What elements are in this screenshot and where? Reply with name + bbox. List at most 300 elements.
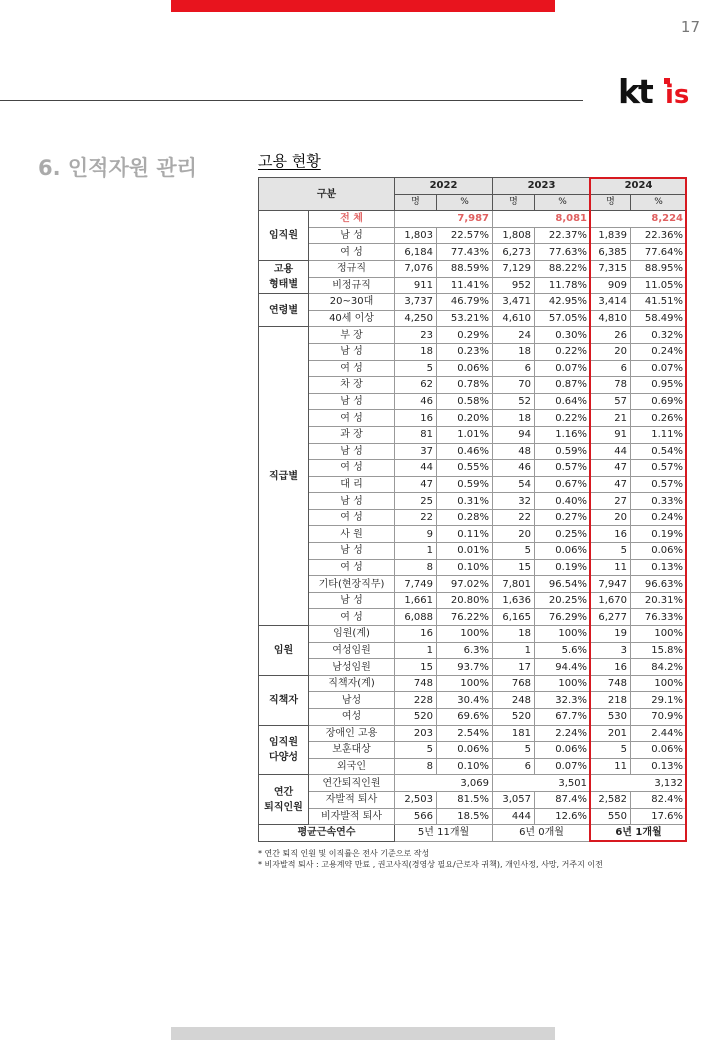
average-tenure-label: 평균근속연수 — [259, 825, 395, 842]
cell-count: 1,808 — [493, 227, 535, 244]
cell-count: 748 — [395, 675, 437, 692]
footnote: * 비자발적 퇴사 : 고용계약 만료 , 권고사직(경영상 필요/근로자 귀책), 개인사정, 사망, 거주지 이전 — [258, 860, 603, 869]
cell-percent: 0.33% — [631, 493, 687, 510]
cell-count: 6,273 — [493, 244, 535, 261]
table-row — [259, 526, 687, 543]
cell-percent: 0.57% — [631, 476, 687, 493]
cell-percent: 0.19% — [535, 559, 591, 576]
cell-count: 1,803 — [395, 227, 437, 244]
row-category: 고용 형태별 — [259, 260, 309, 293]
cell-percent: 0.29% — [437, 327, 493, 344]
cell-percent: 88.22% — [535, 260, 591, 277]
cell-count: 201 — [591, 725, 631, 742]
cell-count: 1,636 — [493, 592, 535, 609]
cell-count: 81 — [395, 426, 437, 443]
cell-percent: 46.79% — [437, 294, 493, 311]
cell-count: 8 — [395, 559, 437, 576]
cell-count: 22 — [493, 509, 535, 526]
header-category: 구분 — [259, 178, 395, 211]
page-number: 17 — [680, 18, 700, 36]
cell-count: 16 — [395, 410, 437, 427]
cell-count: 6 — [591, 360, 631, 377]
table-row — [259, 642, 687, 659]
average-tenure-value: 6년 1개월 — [591, 825, 687, 842]
cell-percent: 0.31% — [437, 493, 493, 510]
cell-percent: 69.6% — [437, 709, 493, 726]
cell-count: 2,582 — [591, 791, 631, 808]
header-year-2022: 2022 — [395, 178, 493, 195]
table-row — [259, 543, 687, 560]
cell-percent: 97.02% — [437, 576, 493, 593]
row-label: 40세 이상 — [309, 310, 395, 327]
cell-count: 6,385 — [591, 244, 631, 261]
row-label: 여 성 — [309, 410, 395, 427]
cell-count: 768 — [493, 675, 535, 692]
cell-percent: 6.3% — [437, 642, 493, 659]
row-category: 연간 퇴직인원 — [259, 775, 309, 825]
row-label: 남 성 — [309, 227, 395, 244]
cell-percent: 0.06% — [631, 543, 687, 560]
cell-count: 19 — [591, 626, 631, 643]
cell-percent: 1.11% — [631, 426, 687, 443]
row-label: 임원(계) — [309, 626, 395, 643]
cell-percent: 87.4% — [535, 791, 591, 808]
cell-count: 6 — [493, 758, 535, 775]
cell-percent: 0.58% — [437, 393, 493, 410]
cell-percent: 0.25% — [535, 526, 591, 543]
cell-percent: 0.59% — [437, 476, 493, 493]
cell-percent: 30.4% — [437, 692, 493, 709]
cell-percent: 100% — [437, 626, 493, 643]
cell-percent: 20.31% — [631, 592, 687, 609]
table-row — [259, 393, 687, 410]
cell-count: 228 — [395, 692, 437, 709]
row-label: 남 성 — [309, 592, 395, 609]
cell-count: 6,088 — [395, 609, 437, 626]
cell-count: 6,184 — [395, 244, 437, 261]
employment-table — [258, 177, 687, 842]
cell-count: 20 — [591, 509, 631, 526]
cell-count: 4,610 — [493, 310, 535, 327]
header-year-2024: 2024 — [591, 178, 687, 195]
header-count: 명 — [395, 194, 437, 211]
table-title: 고용 현황 — [258, 152, 321, 170]
cell-count: 7,315 — [591, 260, 631, 277]
cell-count: 7,947 — [591, 576, 631, 593]
cell-count: 47 — [591, 476, 631, 493]
cell-count: 4,250 — [395, 310, 437, 327]
cell-count: 46 — [493, 460, 535, 477]
cell-count: 26 — [591, 327, 631, 344]
cell-percent: 0.06% — [631, 742, 687, 759]
cell-count: 52 — [493, 393, 535, 410]
cell-count: 16 — [591, 659, 631, 676]
cell-count: 911 — [395, 277, 437, 294]
cell-count: 22 — [395, 509, 437, 526]
table-row — [259, 675, 687, 692]
cell-count: 32 — [493, 493, 535, 510]
table-row — [259, 791, 687, 808]
header-year-2023: 2023 — [493, 178, 591, 195]
row-label: 여 성 — [309, 360, 395, 377]
cell-percent: 76.33% — [631, 609, 687, 626]
table-row — [259, 377, 687, 394]
cell-percent: 57.05% — [535, 310, 591, 327]
cell-percent: 0.01% — [437, 543, 493, 560]
cell-percent: 84.2% — [631, 659, 687, 676]
cell-count: 7,801 — [493, 576, 535, 593]
logo-is-text: is — [665, 80, 690, 110]
row-label: 20~30대 — [309, 294, 395, 311]
cell-percent: 100% — [631, 626, 687, 643]
table-row — [259, 310, 687, 327]
table-row — [259, 758, 687, 775]
cell-count: 1 — [395, 642, 437, 659]
cell-percent: 77.64% — [631, 244, 687, 261]
table-row — [259, 576, 687, 593]
cell-percent: 0.40% — [535, 493, 591, 510]
row-label: 과 장 — [309, 426, 395, 443]
cell-count: 1,839 — [591, 227, 631, 244]
cell-count: 47 — [591, 460, 631, 477]
row-label: 여 성 — [309, 244, 395, 261]
row-label: 정규직 — [309, 260, 395, 277]
cell-percent: 0.64% — [535, 393, 591, 410]
cell-percent: 0.57% — [631, 460, 687, 477]
cell-count: 48 — [493, 443, 535, 460]
cell-count: 46 — [395, 393, 437, 410]
cell-percent: 2.54% — [437, 725, 493, 742]
table-row — [259, 294, 687, 311]
table-row — [259, 808, 687, 825]
table-row — [259, 592, 687, 609]
cell-count: 3,414 — [591, 294, 631, 311]
bottom-bar — [171, 1027, 555, 1040]
cell-total: 3,132 — [591, 775, 687, 792]
cell-percent: 12.6% — [535, 808, 591, 825]
cell-count: 11 — [591, 758, 631, 775]
cell-percent: 29.1% — [631, 692, 687, 709]
cell-percent: 76.22% — [437, 609, 493, 626]
cell-count: 5 — [395, 742, 437, 759]
cell-count: 18 — [493, 626, 535, 643]
cell-percent: 0.10% — [437, 758, 493, 775]
cell-count: 520 — [395, 709, 437, 726]
cell-count: 3,737 — [395, 294, 437, 311]
cell-count: 27 — [591, 493, 631, 510]
cell-count: 21 — [591, 410, 631, 427]
cell-count: 54 — [493, 476, 535, 493]
cell-percent: 17.6% — [631, 808, 687, 825]
cell-count: 550 — [591, 808, 631, 825]
row-label: 여 성 — [309, 559, 395, 576]
cell-percent: 41.51% — [631, 294, 687, 311]
cell-count: 20 — [493, 526, 535, 543]
row-label: 여 성 — [309, 509, 395, 526]
cell-percent: 0.20% — [437, 410, 493, 427]
table-row — [259, 775, 687, 792]
cell-percent: 0.57% — [535, 460, 591, 477]
header-pct: % — [437, 194, 493, 211]
cell-count: 44 — [395, 460, 437, 477]
cell-count: 520 — [493, 709, 535, 726]
cell-percent: 58.49% — [631, 310, 687, 327]
table-row — [259, 277, 687, 294]
cell-count: 70 — [493, 377, 535, 394]
cell-percent: 11.41% — [437, 277, 493, 294]
cell-percent: 0.23% — [437, 343, 493, 360]
cell-count: 91 — [591, 426, 631, 443]
row-label: 외국인 — [309, 758, 395, 775]
cell-percent: 0.06% — [437, 360, 493, 377]
cell-count: 24 — [493, 327, 535, 344]
cell-percent: 22.37% — [535, 227, 591, 244]
cell-count: 18 — [493, 343, 535, 360]
table-row — [259, 476, 687, 493]
table-row — [259, 709, 687, 726]
cell-percent: 0.13% — [631, 559, 687, 576]
cell-total: 7,987 — [395, 211, 493, 228]
cell-count: 16 — [395, 626, 437, 643]
table-row — [259, 460, 687, 477]
row-category: 임직원 — [259, 211, 309, 261]
row-category: 연령별 — [259, 294, 309, 327]
cell-count: 909 — [591, 277, 631, 294]
table-row — [259, 343, 687, 360]
row-label: 남성임원 — [309, 659, 395, 676]
cell-count: 2,503 — [395, 791, 437, 808]
header-count: 명 — [591, 194, 631, 211]
cell-percent: 11.05% — [631, 277, 687, 294]
cell-count: 566 — [395, 808, 437, 825]
cell-count: 20 — [591, 343, 631, 360]
table-body — [259, 211, 687, 842]
cell-total: 8,081 — [493, 211, 591, 228]
cell-percent: 0.13% — [631, 758, 687, 775]
cell-percent: 0.24% — [631, 343, 687, 360]
cell-percent: 0.19% — [631, 526, 687, 543]
cell-count: 57 — [591, 393, 631, 410]
row-label: 여 성 — [309, 609, 395, 626]
cell-count: 6 — [493, 360, 535, 377]
cell-percent: 0.06% — [437, 742, 493, 759]
row-label: 여 성 — [309, 460, 395, 477]
cell-count: 3,471 — [493, 294, 535, 311]
row-label: 기타(현장직무) — [309, 576, 395, 593]
cell-percent: 70.9% — [631, 709, 687, 726]
row-label: 남 성 — [309, 493, 395, 510]
cell-count: 748 — [591, 675, 631, 692]
table-row — [259, 360, 687, 377]
cell-count: 44 — [591, 443, 631, 460]
cell-percent: 100% — [535, 675, 591, 692]
row-label: 직책자(계) — [309, 675, 395, 692]
row-label: 여성 — [309, 709, 395, 726]
cell-count: 25 — [395, 493, 437, 510]
cell-count: 7,129 — [493, 260, 535, 277]
cell-total: 3,501 — [493, 775, 591, 792]
table-row — [259, 426, 687, 443]
cell-count: 62 — [395, 377, 437, 394]
cell-percent: 0.59% — [535, 443, 591, 460]
cell-percent: 1.16% — [535, 426, 591, 443]
row-label: 남 성 — [309, 443, 395, 460]
cell-percent: 77.63% — [535, 244, 591, 261]
cell-percent: 0.30% — [535, 327, 591, 344]
cell-percent: 0.54% — [631, 443, 687, 460]
cell-count: 17 — [493, 659, 535, 676]
row-label: 남 성 — [309, 393, 395, 410]
cell-percent: 11.78% — [535, 277, 591, 294]
cell-percent: 15.8% — [631, 642, 687, 659]
average-tenure-value: 6년 0개월 — [493, 825, 591, 842]
cell-count: 181 — [493, 725, 535, 742]
table-row — [259, 244, 687, 261]
cell-percent: 76.29% — [535, 609, 591, 626]
cell-percent: 0.28% — [437, 509, 493, 526]
cell-percent: 0.26% — [631, 410, 687, 427]
cell-percent: 94.4% — [535, 659, 591, 676]
header-rule — [0, 100, 583, 101]
cell-count: 530 — [591, 709, 631, 726]
cell-percent: 0.55% — [437, 460, 493, 477]
cell-percent: 5.6% — [535, 642, 591, 659]
cell-count: 7,076 — [395, 260, 437, 277]
cell-count: 6,165 — [493, 609, 535, 626]
cell-percent: 0.10% — [437, 559, 493, 576]
cell-count: 15 — [395, 659, 437, 676]
cell-percent: 0.24% — [631, 509, 687, 526]
row-category: 직책자 — [259, 675, 309, 725]
cell-percent: 22.57% — [437, 227, 493, 244]
cell-percent: 0.06% — [535, 742, 591, 759]
table-row — [259, 227, 687, 244]
row-label: 부 장 — [309, 327, 395, 344]
cell-count: 37 — [395, 443, 437, 460]
cell-percent: 0.46% — [437, 443, 493, 460]
cell-count: 248 — [493, 692, 535, 709]
cell-count: 1,661 — [395, 592, 437, 609]
row-label: 보훈대상 — [309, 742, 395, 759]
cell-percent: 18.5% — [437, 808, 493, 825]
row-category: 임직원 다양성 — [259, 725, 309, 775]
cell-count: 218 — [591, 692, 631, 709]
cell-percent: 88.95% — [631, 260, 687, 277]
cell-count: 8 — [395, 758, 437, 775]
cell-percent: 32.3% — [535, 692, 591, 709]
cell-percent: 100% — [631, 675, 687, 692]
row-category: 임원 — [259, 626, 309, 676]
cell-percent: 22.36% — [631, 227, 687, 244]
cell-count: 203 — [395, 725, 437, 742]
kt-is-logo — [618, 70, 698, 110]
cell-percent: 88.59% — [437, 260, 493, 277]
cell-percent: 0.07% — [535, 758, 591, 775]
table-row — [259, 327, 687, 344]
cell-percent: 81.5% — [437, 791, 493, 808]
cell-percent: 20.25% — [535, 592, 591, 609]
section-title: 6. 인적자원 관리 — [38, 156, 197, 180]
table-row — [259, 659, 687, 676]
row-label: 여성임원 — [309, 642, 395, 659]
cell-count: 3,057 — [493, 791, 535, 808]
footnotes — [258, 848, 603, 870]
cell-percent: 0.69% — [631, 393, 687, 410]
cell-count: 16 — [591, 526, 631, 543]
cell-percent: 0.06% — [535, 543, 591, 560]
cell-count: 9 — [395, 526, 437, 543]
cell-percent: 1.01% — [437, 426, 493, 443]
cell-count: 952 — [493, 277, 535, 294]
cell-percent: 0.27% — [535, 509, 591, 526]
table-row — [259, 493, 687, 510]
table-row — [259, 742, 687, 759]
cell-count: 15 — [493, 559, 535, 576]
cell-percent: 2.44% — [631, 725, 687, 742]
row-label: 비자발적 퇴사 — [309, 808, 395, 825]
row-label: 연간퇴직인원 — [309, 775, 395, 792]
table-row — [259, 443, 687, 460]
logo-kt-text: kt — [618, 72, 652, 110]
table-row — [259, 609, 687, 626]
cell-percent: 0.11% — [437, 526, 493, 543]
table-row — [259, 725, 687, 742]
row-category: 직급별 — [259, 327, 309, 626]
cell-percent: 96.54% — [535, 576, 591, 593]
cell-count: 11 — [591, 559, 631, 576]
cell-percent: 67.7% — [535, 709, 591, 726]
cell-percent: 100% — [437, 675, 493, 692]
cell-percent: 2.24% — [535, 725, 591, 742]
cell-percent: 0.87% — [535, 377, 591, 394]
cell-count: 5 — [395, 360, 437, 377]
cell-percent: 77.43% — [437, 244, 493, 261]
cell-count: 5 — [493, 543, 535, 560]
cell-percent: 0.67% — [535, 476, 591, 493]
header-pct: % — [631, 194, 687, 211]
table-row — [259, 211, 687, 228]
cell-percent: 0.32% — [631, 327, 687, 344]
row-label: 비정규직 — [309, 277, 395, 294]
header-count: 명 — [493, 194, 535, 211]
cell-count: 7,749 — [395, 576, 437, 593]
table-row — [259, 410, 687, 427]
cell-count: 47 — [395, 476, 437, 493]
table-row — [259, 509, 687, 526]
average-tenure-value: 5년 11개월 — [395, 825, 493, 842]
cell-percent: 0.78% — [437, 377, 493, 394]
table-row — [259, 559, 687, 576]
cell-percent: 93.7% — [437, 659, 493, 676]
row-label: 대 리 — [309, 476, 395, 493]
cell-count: 1,670 — [591, 592, 631, 609]
row-label: 장애인 고용 — [309, 725, 395, 742]
row-label: 남성 — [309, 692, 395, 709]
cell-percent: 0.07% — [631, 360, 687, 377]
row-label: 전 체 — [309, 211, 395, 228]
cell-count: 78 — [591, 377, 631, 394]
cell-total: 8,224 — [591, 211, 687, 228]
cell-count: 6,277 — [591, 609, 631, 626]
cell-count: 5 — [591, 543, 631, 560]
row-label: 사 원 — [309, 526, 395, 543]
cell-count: 5 — [591, 742, 631, 759]
cell-percent: 100% — [535, 626, 591, 643]
cell-count: 4,810 — [591, 310, 631, 327]
cell-percent: 0.95% — [631, 377, 687, 394]
row-label: 남 성 — [309, 343, 395, 360]
cell-total: 3,069 — [395, 775, 493, 792]
